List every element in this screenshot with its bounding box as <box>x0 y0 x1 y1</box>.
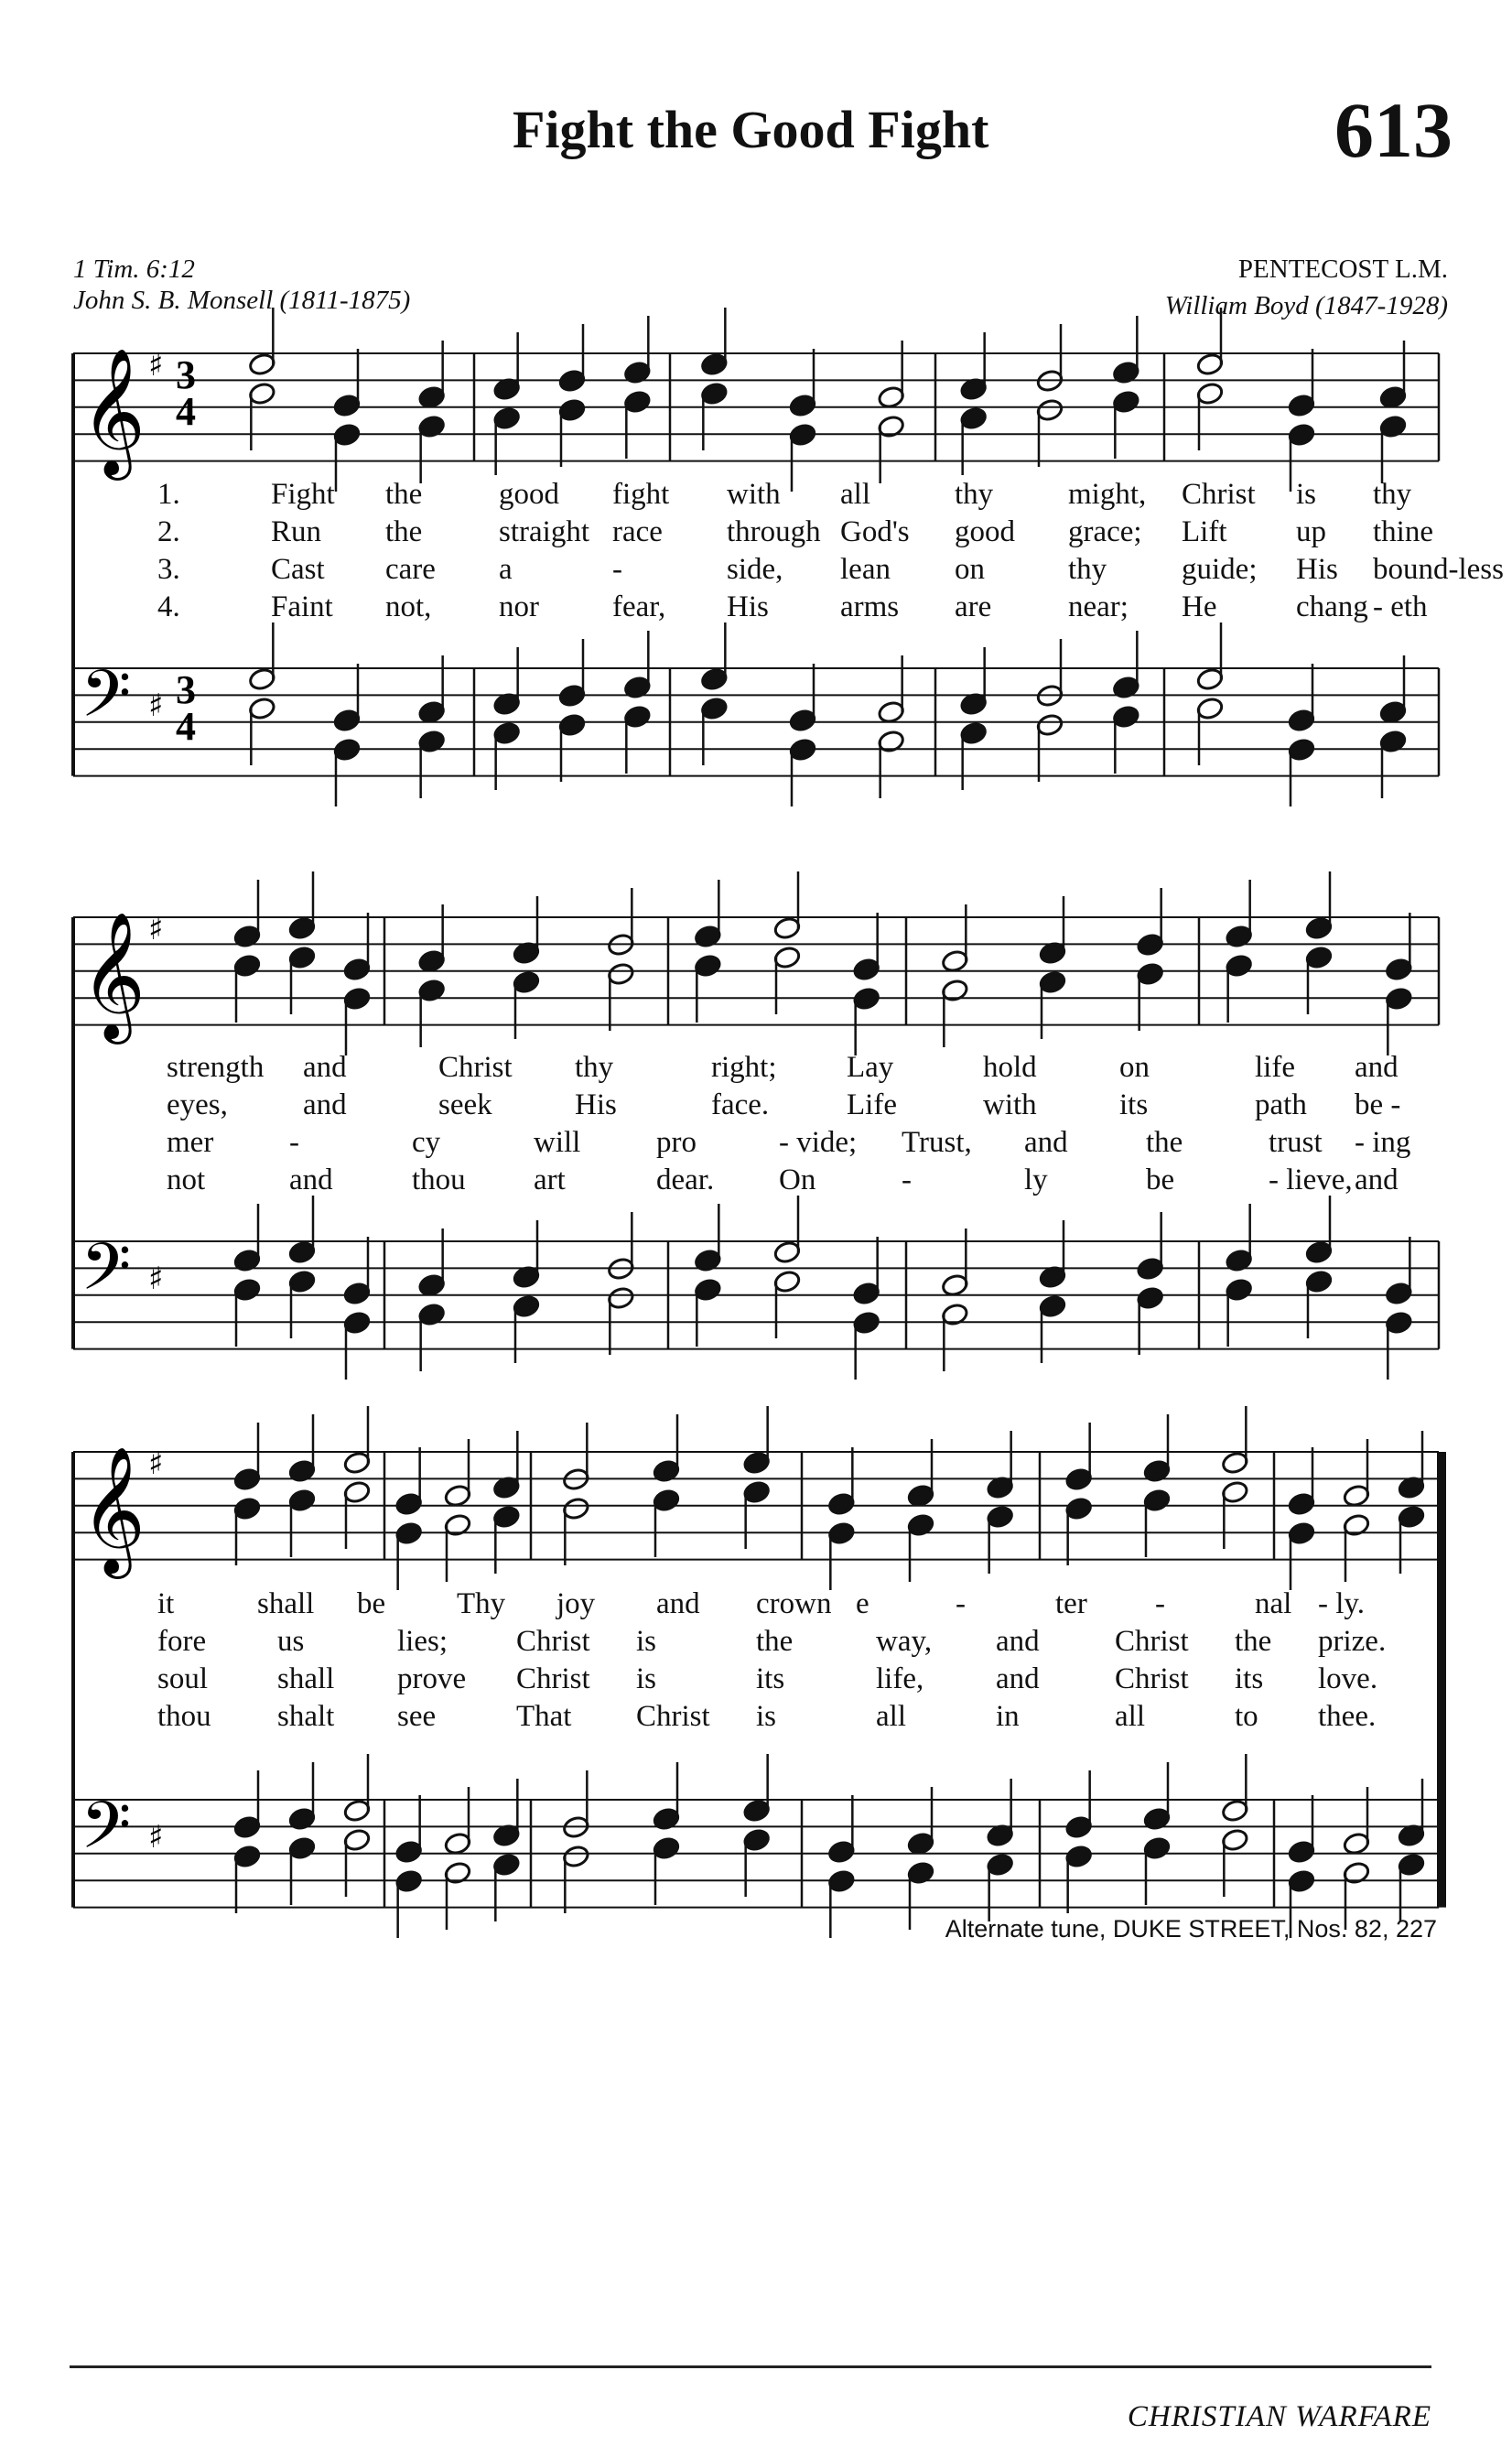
lyric-syllable: God's <box>840 515 910 548</box>
lyric-syllable: crown <box>756 1587 832 1620</box>
lyric-syllable: up <box>1296 515 1326 548</box>
lyric-syllable: on <box>1119 1051 1150 1084</box>
lyric-syllable: nor <box>499 590 539 623</box>
lyric-syllable: Christ <box>438 1051 513 1084</box>
bass-clef: 𝄢 <box>81 656 132 748</box>
lyric-syllable: the <box>1146 1126 1183 1159</box>
key-signature-sharp: ♯ <box>148 1261 164 1297</box>
time-signature: 3 <box>176 667 196 712</box>
lyric-syllable: be - <box>1355 1088 1401 1121</box>
lyric-syllable: and <box>656 1587 700 1620</box>
lyric-syllable: on <box>955 553 985 586</box>
lyric-syllable: 4. <box>157 590 180 623</box>
lyric-syllable: guide; <box>1182 553 1258 586</box>
lyric-syllable: right; <box>711 1051 777 1084</box>
lyric-syllable: cy <box>412 1126 441 1159</box>
key-signature-sharp: ♯ <box>148 1445 164 1482</box>
lyric-syllable: us <box>277 1625 305 1658</box>
lyric-syllable: thine <box>1373 515 1433 548</box>
lyric-syllable: see <box>397 1700 437 1733</box>
lyric-syllable: and <box>303 1051 347 1084</box>
lyric-syllable: Christ <box>516 1625 590 1658</box>
lyric-syllable: thy <box>1373 478 1412 511</box>
lyric-syllable: to <box>1235 1700 1258 1733</box>
lyric-syllable: life <box>1255 1051 1295 1084</box>
lyric-syllable: with <box>727 478 781 511</box>
lyric-syllable: Faint <box>271 590 333 623</box>
lyric-syllable: in <box>996 1700 1020 1733</box>
lyric-syllable: all <box>1115 1700 1145 1733</box>
lyric-syllable: good <box>499 478 559 511</box>
lyric-syllable: thy <box>1068 553 1107 586</box>
lyric-syllable: care <box>385 553 436 586</box>
lyric-syllable: are <box>955 590 992 623</box>
lyric-syllable: shall <box>257 1587 315 1620</box>
treble-clef: 𝄞 <box>81 912 146 1039</box>
lyric-syllable: its <box>1235 1662 1264 1695</box>
lyric-syllable: Christ <box>636 1700 710 1733</box>
lyric-syllable: a <box>499 553 513 586</box>
lyric-syllable: - <box>902 1164 912 1196</box>
lyric-syllable: grace; <box>1068 515 1142 548</box>
lyric-syllable: Cast <box>271 553 325 586</box>
lyric-syllable: His <box>1296 553 1338 586</box>
lyric-syllable: soul <box>157 1662 209 1695</box>
alternate-tune-note: Alternate tune, DUKE STREET, Nos. 82, 227 <box>945 1915 1437 1943</box>
lyric-syllable: and <box>303 1088 347 1121</box>
lyric-syllable: is <box>636 1625 657 1658</box>
lyric-syllable: shalt <box>277 1700 335 1733</box>
lyric-syllable: will <box>534 1126 581 1159</box>
bass-clef: 𝄢 <box>81 1788 132 1879</box>
lyric-syllable: Christ <box>1115 1662 1189 1695</box>
lyric-syllable: way, <box>876 1625 933 1658</box>
lyric-syllable: thou <box>157 1700 211 1733</box>
lyric-syllable: ter <box>1055 1587 1087 1620</box>
lyric-syllable: Christ <box>1182 478 1256 511</box>
lyric-syllable: face. <box>711 1088 770 1121</box>
lyric-syllable: love. <box>1318 1662 1378 1695</box>
lyric-syllable: not <box>167 1164 206 1196</box>
lyric-syllable: not, <box>385 590 432 623</box>
lyric-syllable: bound-less <box>1373 553 1504 586</box>
lyric-syllable: - lieve, <box>1269 1164 1353 1196</box>
lyric-syllable: good <box>955 515 1015 548</box>
lyric-syllable: Christ <box>1115 1625 1189 1658</box>
bass-clef: 𝄢 <box>81 1229 132 1321</box>
lyric-syllable: the <box>385 515 423 548</box>
lyric-syllable: prove <box>397 1662 467 1695</box>
lyric-syllable: the <box>385 478 423 511</box>
lyric-syllable: lies; <box>397 1625 448 1658</box>
footer-rule <box>70 2365 1431 2368</box>
lyric-syllable: On <box>779 1164 816 1196</box>
lyric-syllable: it <box>157 1587 175 1620</box>
lyric-syllable: thee. <box>1318 1700 1377 1733</box>
treble-clef: 𝄞 <box>81 348 146 475</box>
key-signature-sharp: ♯ <box>148 1819 164 1856</box>
lyric-syllable: - ing <box>1355 1126 1411 1159</box>
lyric-syllable: the <box>756 1625 794 1658</box>
lyric-syllable: Fight <box>271 478 335 511</box>
lyric-syllable: Lay <box>847 1051 894 1084</box>
lyric-syllable: dear. <box>656 1164 715 1196</box>
lyric-syllable: chang <box>1296 590 1368 623</box>
lyric-syllable: - vide; <box>779 1126 858 1159</box>
lyric-syllable: be <box>1146 1164 1175 1196</box>
lyric-syllable: be <box>357 1587 386 1620</box>
lyric-syllable: with <box>983 1088 1037 1121</box>
lyric-syllable: Run <box>271 515 322 548</box>
lyric-syllable: near; <box>1068 590 1129 623</box>
lyric-syllable: race <box>612 515 663 548</box>
time-signature: 4 <box>176 389 196 434</box>
lyric-syllable: Trust, <box>902 1126 972 1159</box>
lyric-syllable: and <box>996 1662 1040 1695</box>
key-signature-sharp: ♯ <box>148 687 164 724</box>
text-author: John S. B. Monsell (1811-1875) <box>73 286 411 315</box>
time-signature: 4 <box>176 704 196 749</box>
lyric-syllable: - <box>289 1126 299 1159</box>
lyric-syllable: path <box>1255 1088 1307 1121</box>
lyric-syllable: strength <box>167 1051 265 1084</box>
lyric-syllable: art <box>534 1164 566 1196</box>
lyric-syllable: prize. <box>1318 1625 1387 1658</box>
final-bar <box>1437 1452 1446 1908</box>
lyric-syllable: lean <box>840 553 891 586</box>
tune-composer: William Boyd (1847-1928) <box>1164 291 1448 320</box>
tune-name: PENTECOST L.M. <box>1237 254 1448 284</box>
lyric-syllable: thy <box>955 478 994 511</box>
scripture-reference: 1 Tim. 6:12 <box>73 254 195 284</box>
lyric-syllable: thou <box>412 1164 466 1196</box>
lyric-syllable: mer <box>167 1126 214 1159</box>
lyric-syllable: - ly. <box>1318 1587 1366 1620</box>
lyric-syllable: its <box>756 1662 785 1695</box>
hymn-title: Fight the Good Fight <box>513 100 989 159</box>
lyric-syllable: and <box>1355 1051 1399 1084</box>
lyric-syllable: His <box>575 1088 617 1121</box>
lyric-syllable: fore <box>157 1625 207 1658</box>
lyric-syllable: straight <box>499 515 589 548</box>
lyric-syllable: shall <box>277 1662 335 1695</box>
lyric-syllable: and <box>996 1625 1040 1658</box>
lyric-syllable: - <box>612 553 622 586</box>
section-footer: CHRISTIAN WARFARE <box>1127 2400 1431 2433</box>
lyric-syllable: thy <box>575 1051 614 1084</box>
lyric-syllable: - <box>956 1587 966 1620</box>
lyric-syllable: through <box>727 515 821 548</box>
lyric-syllable: is <box>1296 478 1317 511</box>
lyric-syllable: hold <box>983 1051 1037 1084</box>
lyric-syllable: fight <box>612 478 670 511</box>
lyric-syllable: side, <box>727 553 783 586</box>
lyric-syllable: seek <box>438 1088 492 1121</box>
lyric-syllable: - <box>1155 1587 1165 1620</box>
lyric-syllable: Thy <box>457 1587 506 1620</box>
lyric-syllable: fear, <box>612 590 666 623</box>
lyric-syllable: is <box>756 1700 777 1733</box>
lyric-syllable: all <box>840 478 870 511</box>
lyric-syllable: pro <box>656 1126 697 1159</box>
lyric-syllable: and <box>289 1164 333 1196</box>
lyric-syllable: 1. <box>157 478 180 511</box>
lyric-syllable: nal <box>1255 1587 1292 1620</box>
lyric-syllable: Life <box>847 1088 897 1121</box>
lyric-syllable: He <box>1182 590 1217 623</box>
lyric-syllable: might, <box>1068 478 1147 511</box>
lyric-syllable: - eth <box>1373 590 1428 623</box>
lyric-syllable: joy <box>556 1587 596 1620</box>
lyric-syllable: life, <box>876 1662 924 1695</box>
key-signature-sharp: ♯ <box>148 347 164 384</box>
lyric-syllable: is <box>636 1662 657 1695</box>
lyric-syllable: arms <box>840 590 900 623</box>
lyric-syllable: His <box>727 590 769 623</box>
lyric-syllable: its <box>1119 1088 1149 1121</box>
lyric-syllable: all <box>876 1700 906 1733</box>
lyric-syllable: 2. <box>157 515 180 548</box>
lyric-syllable: eyes, <box>167 1088 228 1121</box>
time-signature: 3 <box>176 352 196 397</box>
lyric-syllable: ly <box>1024 1164 1048 1196</box>
lyric-syllable: trust <box>1269 1126 1323 1159</box>
treble-clef: 𝄞 <box>81 1446 146 1574</box>
lyric-syllable: e <box>856 1587 869 1620</box>
lyric-syllable: That <box>516 1700 572 1733</box>
key-signature-sharp: ♯ <box>148 911 164 947</box>
lyric-syllable: and <box>1024 1126 1068 1159</box>
lyric-syllable: the <box>1235 1625 1272 1658</box>
hymn-number: 613 <box>1334 86 1453 174</box>
lyric-syllable: and <box>1355 1164 1399 1196</box>
lyric-syllable: 3. <box>157 553 180 586</box>
lyric-syllable: Lift <box>1182 515 1227 548</box>
lyric-syllable: Christ <box>516 1662 590 1695</box>
